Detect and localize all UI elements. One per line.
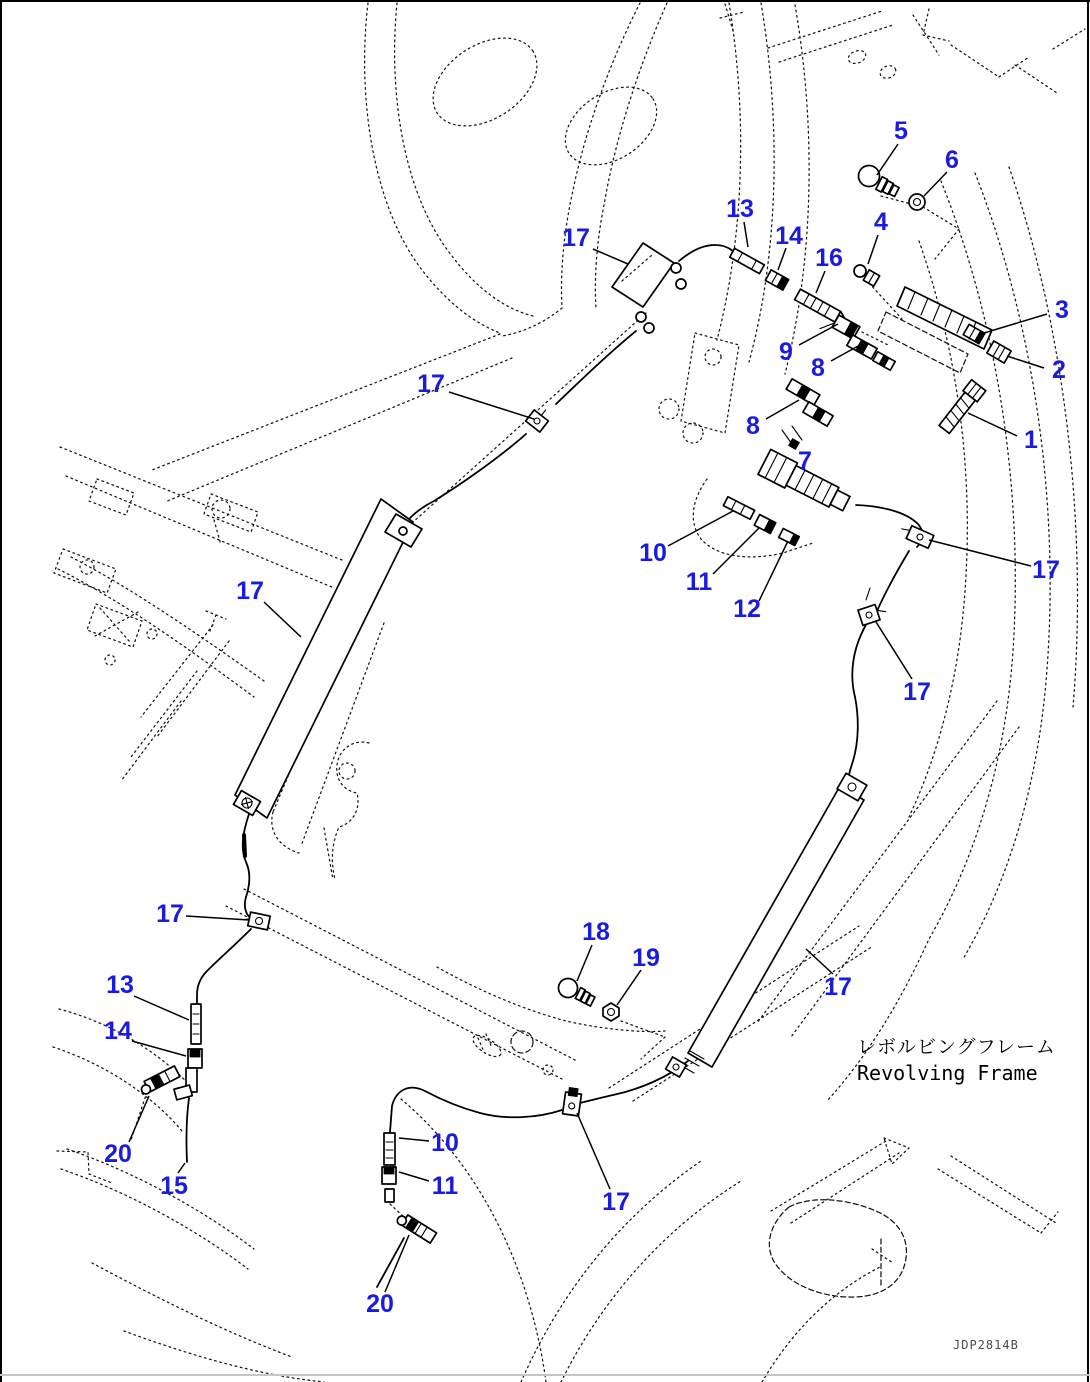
leader-line-12 <box>759 541 788 601</box>
leader-line-10 <box>668 511 733 546</box>
callout-17: 17 <box>903 678 931 706</box>
floor-center <box>226 889 873 1382</box>
leader-line-17 <box>264 602 301 637</box>
callout-10: 10 <box>639 539 667 567</box>
callout-17: 17 <box>562 224 590 252</box>
axis-dotted-lines <box>131 196 959 1220</box>
nut-4 <box>854 265 880 286</box>
callout-14: 14 <box>104 1017 132 1045</box>
callout-17: 17 <box>1032 556 1060 584</box>
callout-17: 17 <box>602 1188 630 1216</box>
grease-piping-linework <box>138 166 1011 1288</box>
leader-line-17 <box>876 622 912 679</box>
callout-10: 10 <box>431 1129 459 1157</box>
title-japanese: レボルビングフレーム <box>857 1036 1056 1058</box>
parts-13-14-exploded-left <box>174 1004 202 1100</box>
callout-5: 5 <box>894 117 908 145</box>
washer-19 <box>603 1003 619 1021</box>
hose-left-lower <box>186 814 253 1162</box>
tube-17-left <box>233 499 422 818</box>
leader-line-11 <box>399 1172 429 1181</box>
leader-line-17 <box>929 540 1031 566</box>
bracket-center <box>659 333 739 443</box>
callout-2: 2 <box>1052 356 1066 384</box>
leader-line-13 <box>134 996 189 1020</box>
leader-line-14 <box>778 248 786 270</box>
drawing-number: JDP2814B <box>953 1338 1019 1352</box>
parts-10-11-exploded-bottom <box>382 1133 396 1202</box>
callout-11: 11 <box>685 568 713 596</box>
leader-line-10 <box>399 1138 429 1141</box>
leader-line-17 <box>449 392 534 419</box>
leader-line-6 <box>924 172 947 196</box>
leader-line-18 <box>577 945 592 981</box>
hose-right <box>848 505 922 787</box>
callout-15: 15 <box>160 1172 188 1200</box>
clamp-17-bottom <box>563 1087 583 1116</box>
callout-13: 13 <box>106 971 134 999</box>
callout-4: 4 <box>874 208 888 236</box>
leader-line-3 <box>984 314 1047 333</box>
leader-line-20 <box>129 1096 149 1142</box>
elbows-8-lower <box>782 379 833 450</box>
leader-line-16 <box>816 271 825 293</box>
callout-6: 6 <box>945 146 959 174</box>
bolt-18 <box>559 979 596 1007</box>
washer-6 <box>909 194 925 210</box>
leader-line-17 <box>577 1113 610 1189</box>
titles <box>857 1036 1056 1352</box>
leader-line-1 <box>968 413 1017 436</box>
callout-7: 7 <box>798 447 812 475</box>
leader-line-9 <box>799 324 838 345</box>
grease-fitting-20-bottom <box>396 1211 437 1243</box>
leader-line-11 <box>713 528 759 574</box>
leader-line-19 <box>617 970 641 1005</box>
leader-line-5 <box>877 144 898 175</box>
callout-20: 20 <box>104 1140 132 1168</box>
callout-9: 9 <box>779 338 793 366</box>
callout-17: 17 <box>824 973 852 1001</box>
parts-10-11-12-exploded <box>723 497 799 546</box>
leader-line-13 <box>744 222 748 247</box>
leader-line-2 <box>1007 356 1044 368</box>
leader-line-20 <box>385 1235 409 1292</box>
callout-8: 8 <box>746 412 760 440</box>
junction-box-17 <box>612 243 686 333</box>
callout-11: 11 <box>431 1172 459 1200</box>
hose-bottom <box>377 1061 688 1287</box>
boom-structure-top-left <box>152 3 893 502</box>
leader-line-8 <box>831 345 860 361</box>
callout-16: 16 <box>815 244 843 272</box>
leader-line-17 <box>186 916 249 920</box>
title-english: Revolving Frame <box>857 1061 1038 1085</box>
tube-17-right <box>666 773 867 1077</box>
leader-line-17 <box>806 949 833 974</box>
leader-line-8 <box>766 400 799 419</box>
leader-line-17 <box>593 249 628 264</box>
callout-14: 14 <box>775 222 803 250</box>
callout-1: 1 <box>1024 426 1038 454</box>
leader-line-4 <box>868 235 878 264</box>
callout-8: 8 <box>811 354 825 382</box>
callout-12: 12 <box>733 595 761 623</box>
callout-19: 19 <box>632 944 660 972</box>
callout-18: 18 <box>582 918 610 946</box>
callout-20: 20 <box>366 1290 394 1318</box>
callout-17: 17 <box>156 900 184 928</box>
deck-left <box>54 447 342 697</box>
clamp-17-right-upper <box>899 522 934 548</box>
callout-17: 17 <box>236 577 264 605</box>
callout-3: 3 <box>1055 296 1069 324</box>
clamp-17-right-mid <box>858 588 888 625</box>
leader-line-14 <box>132 1041 186 1056</box>
callout-17: 17 <box>417 370 445 398</box>
elbows-8-upper <box>847 335 895 370</box>
callout-13: 13 <box>726 195 754 223</box>
